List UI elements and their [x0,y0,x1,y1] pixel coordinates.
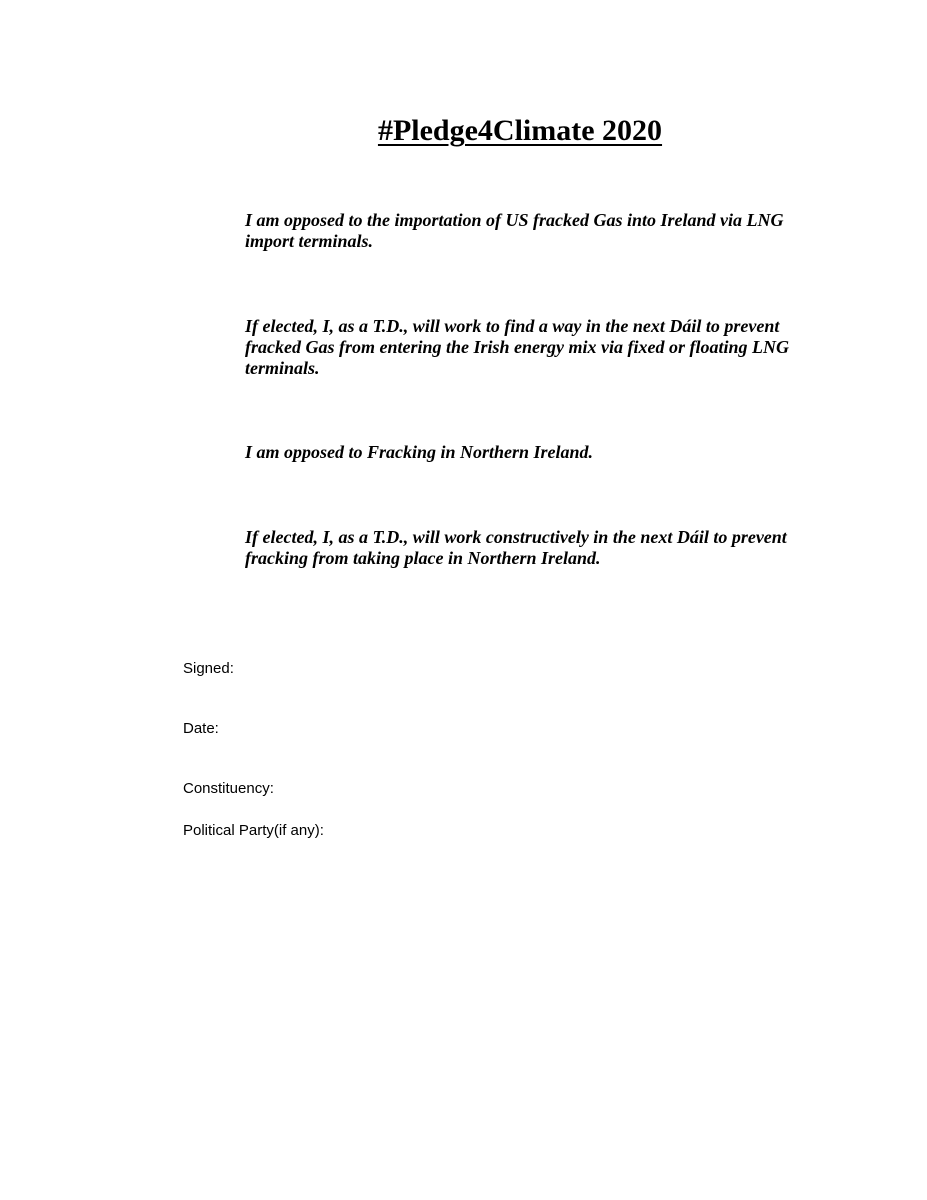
date-label: Date: [183,720,219,737]
pledge-statement-4: If elected, I, as a T.D., will work constructively in the next Dáil to prevent fracking from taking place in Northern Ireland. [245,527,787,568]
political-party-label: Political Party(if any): [183,822,324,839]
pledge-statement-3: I am opposed to Fracking in Northern Ireland. [245,442,594,462]
pledge-statement-2: If elected, I, as a T.D., will work to find a way in the next Dáil to prevent fracked Gas from entering the Irish energy mix via fixed or floating LNG terminals. [245,316,789,378]
signed-label: Signed: [183,660,234,677]
page-title: #Pledge4Climate 2020 [377,114,663,147]
pledge-statement-1: I am opposed to the importation of US fracked Gas into Ireland via LNG import terminals. [245,210,784,251]
constituency-label: Constituency: [183,780,274,797]
